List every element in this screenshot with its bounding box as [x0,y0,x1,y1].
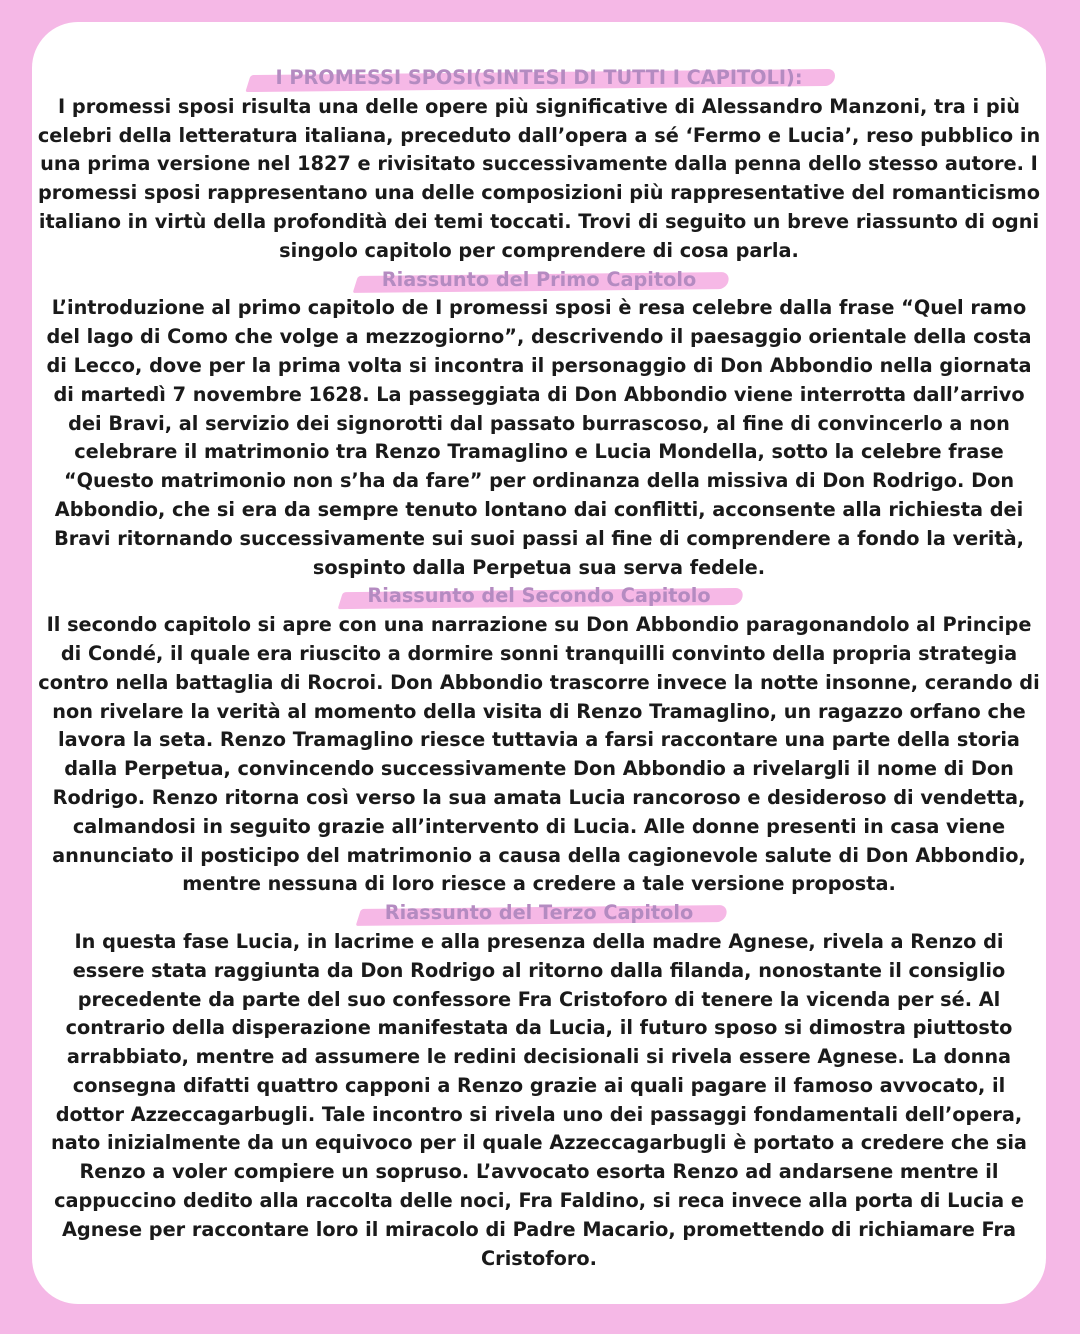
intro-paragraph: I promessi sposi risulta una delle opere più significative di Alessandro Manzoni, tra i più celebri della letteratura italiana, preceduto dall’opera a sé ‘Fermo e Lucia’, reso pubblico in una prima versione nel 1827 e rivisitato successivamente dalla penna dello stesso autore. I promessi sposi rappresentano una delle composizioni più rappresentative del romanticismo italiano in virtù della profondità dei temi toccati. Trovi di seguito un breve riassunto di ogni singolo capitolo per comprendere di cosa parla. [37,94,1041,262]
section-paragraph-2: Il secondo capitolo si apre con una narrazione su Don Abbondio paragonandolo al Principe di Condé, il quale era riuscito a dormire sonni tranquilli convinto della propria strategia contro nella battaglia di Rocroi. Don Abbondio trascorre invece la notte insonne, cerando di non rivelare la verità al momento della visita di Renzo Tramaglino, un ragazzo orfano che lavora la seta. Renzo Tramaglino riesce tuttavia a farsi raccontare una parte della storia dalla Perpetua, convincendo successivamente Don Abbondio a rivelargli il nome di Don Rodrigo. Renzo ritorna così verso la sua amata Lucia rancoroso e desideroso di vendetta, calmandosi in seguito grazie all’intervento di Lucia. Alle donne presenti in casa viene annunciato il posticipo del matrimonio a causa della cagionevole salute di Don Abbondio, mentre nessuna di loro riesce a credere a tale versione proposta. [38,613,1040,896]
section-heading-3 [32,899,1046,928]
section-heading-text: Riassunto del Terzo Capitolo [363,899,716,928]
section-paragraph-1: L’introduzione al primo capitolo de I promessi sposi è resa celebre dalla frase “Quel ramo del lago di Como che volge a mezzogiorno”, descrivendo il paesaggio orientale della costa di Lecco, dove per la prima volta si incontra il personaggio di Don Abbondio nella giornata di martedì 7 novembre 1628. La passeggiata di Don Abbondio viene interrotta dall’arrivo dei Bravi, al servizio dei signorotti dal passato burrascoso, al fine di convincerlo a non celebrare il matrimonio tra Renzo Tramaglino e Lucia Mondella, sotto la celebre frase “Questo matrimonio non s’ha da fare” per ordinanza della missiva di Don Rodrigo. Don Abbondio, che si era da sempre tenuto lontano dai conflitti, acconsente alla richiesta dei Bravi ritornando successivamente sui suoi passi al fine di comprendere a fondo la verità, sospinto dalla Perpetua sua serva fedele. [46,296,1032,579]
section-heading-text: Riassunto del Primo Capitolo [360,266,718,295]
document-title-text: I PROMESSI SPOSI(SINTESI DI TUTTI I CAPITOLI): [253,64,824,93]
section-heading-2 [32,582,1046,611]
document-card [32,22,1046,1304]
section-heading-text: Riassunto del Secondo Capitolo [345,582,732,611]
document-content [32,64,1046,1273]
document-title [32,64,1046,93]
section-heading-1 [32,266,1046,295]
section-paragraph-3: In questa fase Lucia, in lacrime e alla presenza della madre Agnese, rivela a Renzo di essere stata raggiunta da Don Rodrigo al ritorno dalla filanda, nonostante il consiglio precedente da parte del suo confessore Fra Cristoforo di tenere la vicenda per sé. Al contrario della disperazione manifestata da Lucia, il futuro sposo si dimostra piuttosto arrabbiato, mentre ad assumere le redini decisionali si rivela essere Agnese. La donna consegna difatti quattro capponi a Renzo grazie ai quali pagare il famoso avvocato, il dottor Azzeccagarbugli. Tale incontro si rivela uno dei passaggi fondamentali dell’opera, nato inizialmente da un equivoco per il quale Azzeccagarbugli è portato a credere che sia Renzo a voler compiere un sopruso. L’avvocato esorta Renzo ad andarsene mentre il cappuccino dedito alla raccolta delle noci, Fra Faldino, si reca invece alla porta di Lucia e Agnese per raccontare loro il miracolo di Padre Macario, promettendo di richiamare Fra Cristoforo. [51,929,1027,1270]
